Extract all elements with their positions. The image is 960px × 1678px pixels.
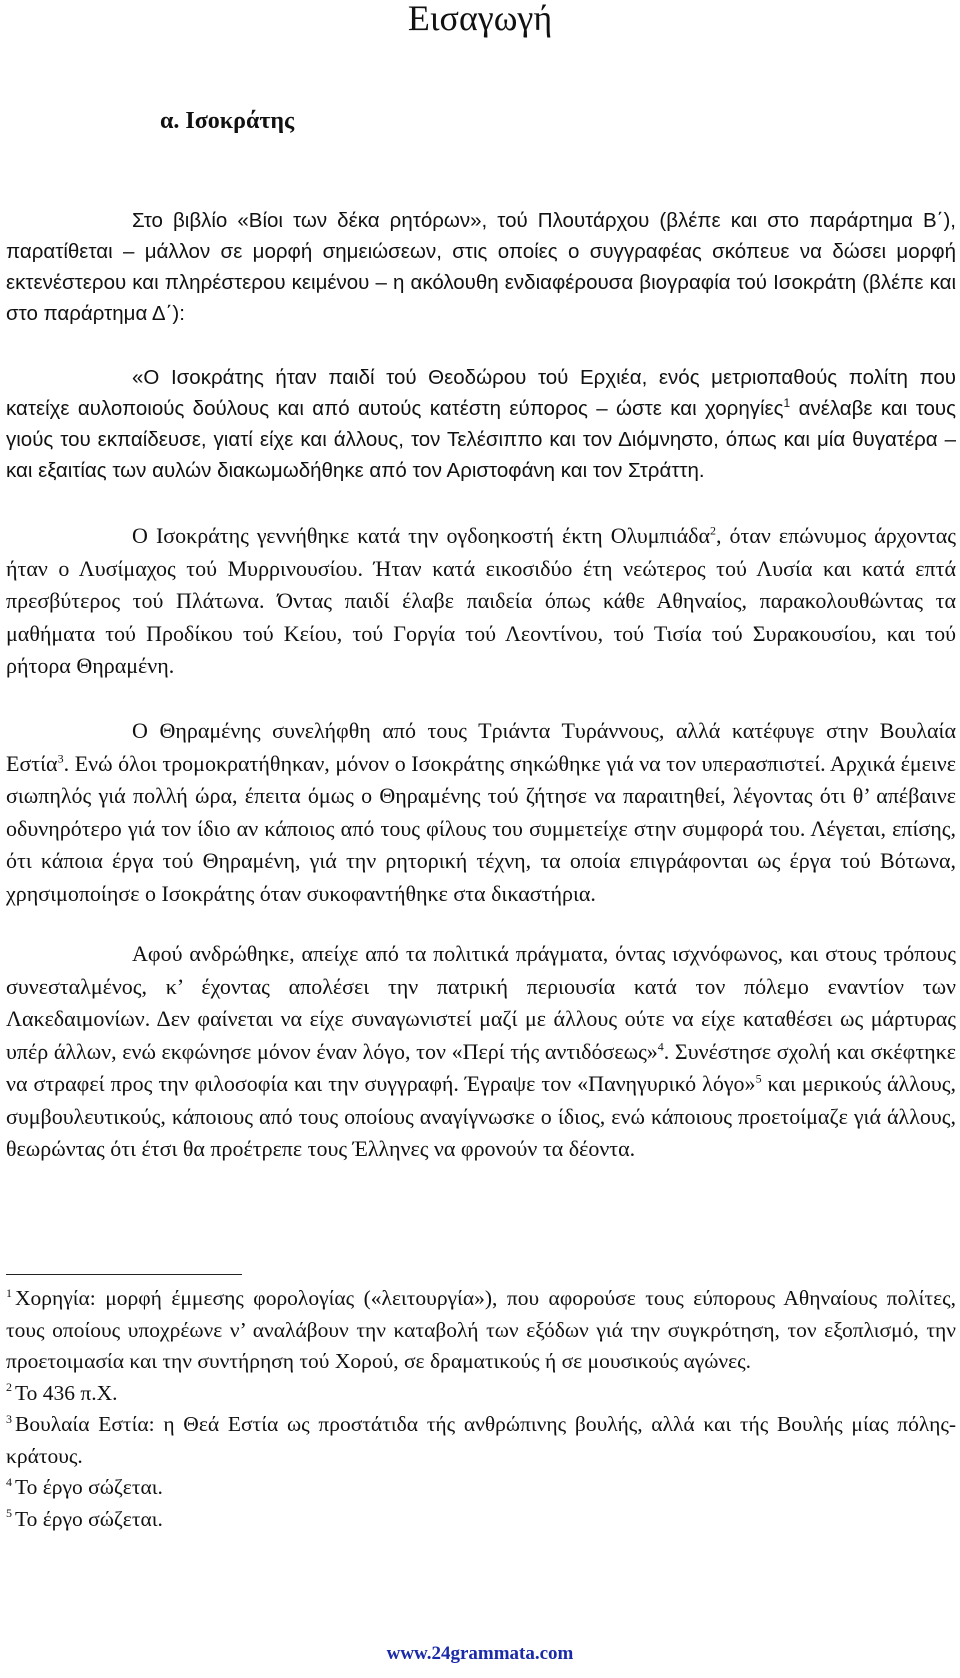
paragraph-text: . Συνέστησε σχολή και σκέφτηκε να στραφεί προς την φιλοσοφία και την συγγραφή. Έγραψε τον «Πανηγυρικό λόγο» bbox=[6, 1038, 956, 1096]
footnote-ref-4[interactable]: 4 bbox=[657, 1039, 664, 1054]
footnote-number: 4 bbox=[6, 1474, 12, 1489]
footnote-divider bbox=[6, 1274, 242, 1275]
footnote-item bbox=[6, 1409, 956, 1472]
footnote-ref-3[interactable]: 3 bbox=[57, 751, 64, 766]
section-heading: α. Ισοκράτης bbox=[160, 108, 295, 134]
paragraph-text: Αφού ανδρώθηκε, απείχε από τα πολιτικά πράγματα, όντας ισχνόφωνος, και στους τρόπους συνεσταλμένος, κ’ έχοντας απολέσει την πατρική περιουσία κατά τον πόλεμο εναντίον των Λακεδαιμονίων. Δεν φαίνεται να είχε συναγωνιστεί μαζί με άλλους ούτε να είχε καταθέσει ως μάρτυρας υπέρ άλλων, ενώ εκφώνησε μόνον έναν λόγο, τον «Περί τής αντιδόσεως» bbox=[6, 941, 956, 1064]
footnote-text: Το 436 π.Χ. bbox=[15, 1380, 118, 1405]
paragraph-text: ανέλαβε και τους γιούς του εκπαίδευσε, γιατί είχε και άλλους, τον Τελέσιππο και τον Διόμνηστο, όπως και μία θυγατέρα – και εξαιτίας των αυλών διακωμωδήθηκε από τον Αριστοφάνη και τον Στράττη. bbox=[6, 397, 956, 482]
footnote-text: Το έργο σώζεται. bbox=[15, 1506, 163, 1531]
footnote-text: Βουλαία Εστία: η Θεά Εστία ως προστάτιδα τής ανθρώπινης βουλής, αλλά και τής Βουλής μίας πόλης-κράτους. bbox=[6, 1412, 956, 1468]
quote-paragraph-4 bbox=[6, 938, 956, 1166]
footnote-number: 3 bbox=[6, 1411, 12, 1426]
quote-paragraph-2 bbox=[6, 520, 956, 683]
footnote-item bbox=[6, 1283, 956, 1378]
footnote-text: Χορηγία: μορφή έμμεσης φορολογίας («λειτουργία»), που αφορούσε τους εύπορους Αθηναίους πολίτες, τους οποίους υποχρέωνε ν’ αναλάβουν την καταβολή των εξόδων γιά την συγκρότηση, τον εξοπλισμό, την προετοιμασία και την συντήρηση τού Χορού, σε δραματικούς ή σε μουσικούς αγώνες. bbox=[6, 1286, 956, 1373]
footnote-item bbox=[6, 1378, 956, 1410]
paragraph-text: Ο Θηραμένης συνελήφθη από τους Τριάντα Τυράννους, αλλά κατέφυγε στην Βουλαία Εστία bbox=[6, 718, 956, 776]
paragraph-text: . Ενώ όλοι τρομοκρατήθηκαν, μόνον ο Ισοκράτης σηκώθηκε γιά να τον υπερασπιστεί. Αρχικά έμεινε σιωπηλός γιά πολλή ώρα, έπειτα όμως ο Θηραμένης τού ζήτησε να παραιτηθεί, λέγοντας ότι θ’ απέβαινε οδυνηρότερο γιά τον ίδιο αν κάποιος από τους φίλους του συμμετείχε στην συμφορά του. Λέγεται, επίσης, ότι κάποια έργα τού Θηραμένη, γιά την ρητορική τέχνη, τα οποία επιγράφονται ως έργα τού Βότωνα, χρησιμοποίησε ο Ισοκράτης όταν συκοφαντήθηκε στα δικαστήρια. bbox=[6, 750, 956, 906]
quote-paragraph-3 bbox=[6, 715, 956, 910]
paragraph-text: και μερικούς άλλους, συμβουλευτικούς, κάποιους από τους οποίους αναγίγνωσκε ο ίδιος, ενώ κάποιους προετοίμαζε γιά άλλους, θεωρώντας ότι έτσι θα προέτρεπε τους Έλληνες να φρονούν τα δέοντα. bbox=[6, 1071, 956, 1161]
footnote-ref-5[interactable]: 5 bbox=[755, 1071, 762, 1086]
paragraph-text: Στο βιβλίο «Βίοι των δέκα ρητόρων», τού Πλουτάρχου (βλέπε και στο παράρτημα Β΄), παρατίθεται – μάλλον σε μορφή σημειώσεων, στις οποίες ο συγγραφέας σκόπευε να δώσει μορφή εκτενέστερου και πληρέστερου κειμένου – η ακόλουθη ενδιαφέρουσα βιογραφία τού Ισοκράτη (βλέπε και στο παράρτημα Δ΄): bbox=[6, 209, 956, 325]
footnote-number: 2 bbox=[6, 1380, 12, 1395]
website-link[interactable]: www.24grammata.com bbox=[386, 1643, 574, 1664]
footnote-number: 5 bbox=[6, 1506, 12, 1521]
paragraph-text: , όταν επώνυμος άρχοντας ήταν ο Λυσίμαχος τού Μυρρινουσίου. Ήταν κατά εικοσιδύο έτη νεώτερος τού Λυσία και κατά επτά πρεσβύτερος τού Πλάτωνα. Όντας παιδί έλαβε παιδεία όπως κάθε Αθηναίος, παρακολουθώντας τα μαθήματα τού Προδίκου τού Κείου, τού Γοργία τού Λεοντίνου, τού Τισία τού Συρακουσίου, και τού ρήτορα Θηραμένη. bbox=[6, 523, 956, 678]
quote-paragraph-1 bbox=[6, 362, 956, 486]
footnote-ref-2[interactable]: 2 bbox=[709, 523, 716, 538]
footnote-text: Το έργο σώζεται. bbox=[15, 1475, 163, 1499]
page-title: Εισαγωγή bbox=[407, 0, 553, 38]
footnote-item bbox=[6, 1472, 956, 1504]
paragraph-text: Ο Ισοκράτης γεννήθηκε κατά την ογδοηκοστή έκτη Ολυμπιάδα bbox=[132, 523, 710, 548]
footnotes-list bbox=[6, 1283, 956, 1535]
footnote-item bbox=[6, 1504, 956, 1536]
footnote-number: 1 bbox=[6, 1285, 12, 1300]
paragraph-text: «Ο Ισοκράτης ήταν παιδί τού Θεοδώρου τού Ερχιέα, ενός μετριοπαθούς πολίτη που κατείχε αυλοποιούς δούλους και από αυτούς κατέστη εύπορος – ώστε και χορηγίες bbox=[6, 366, 956, 420]
intro-paragraph bbox=[6, 205, 956, 329]
footnote-ref-1[interactable]: 1 bbox=[783, 396, 791, 411]
